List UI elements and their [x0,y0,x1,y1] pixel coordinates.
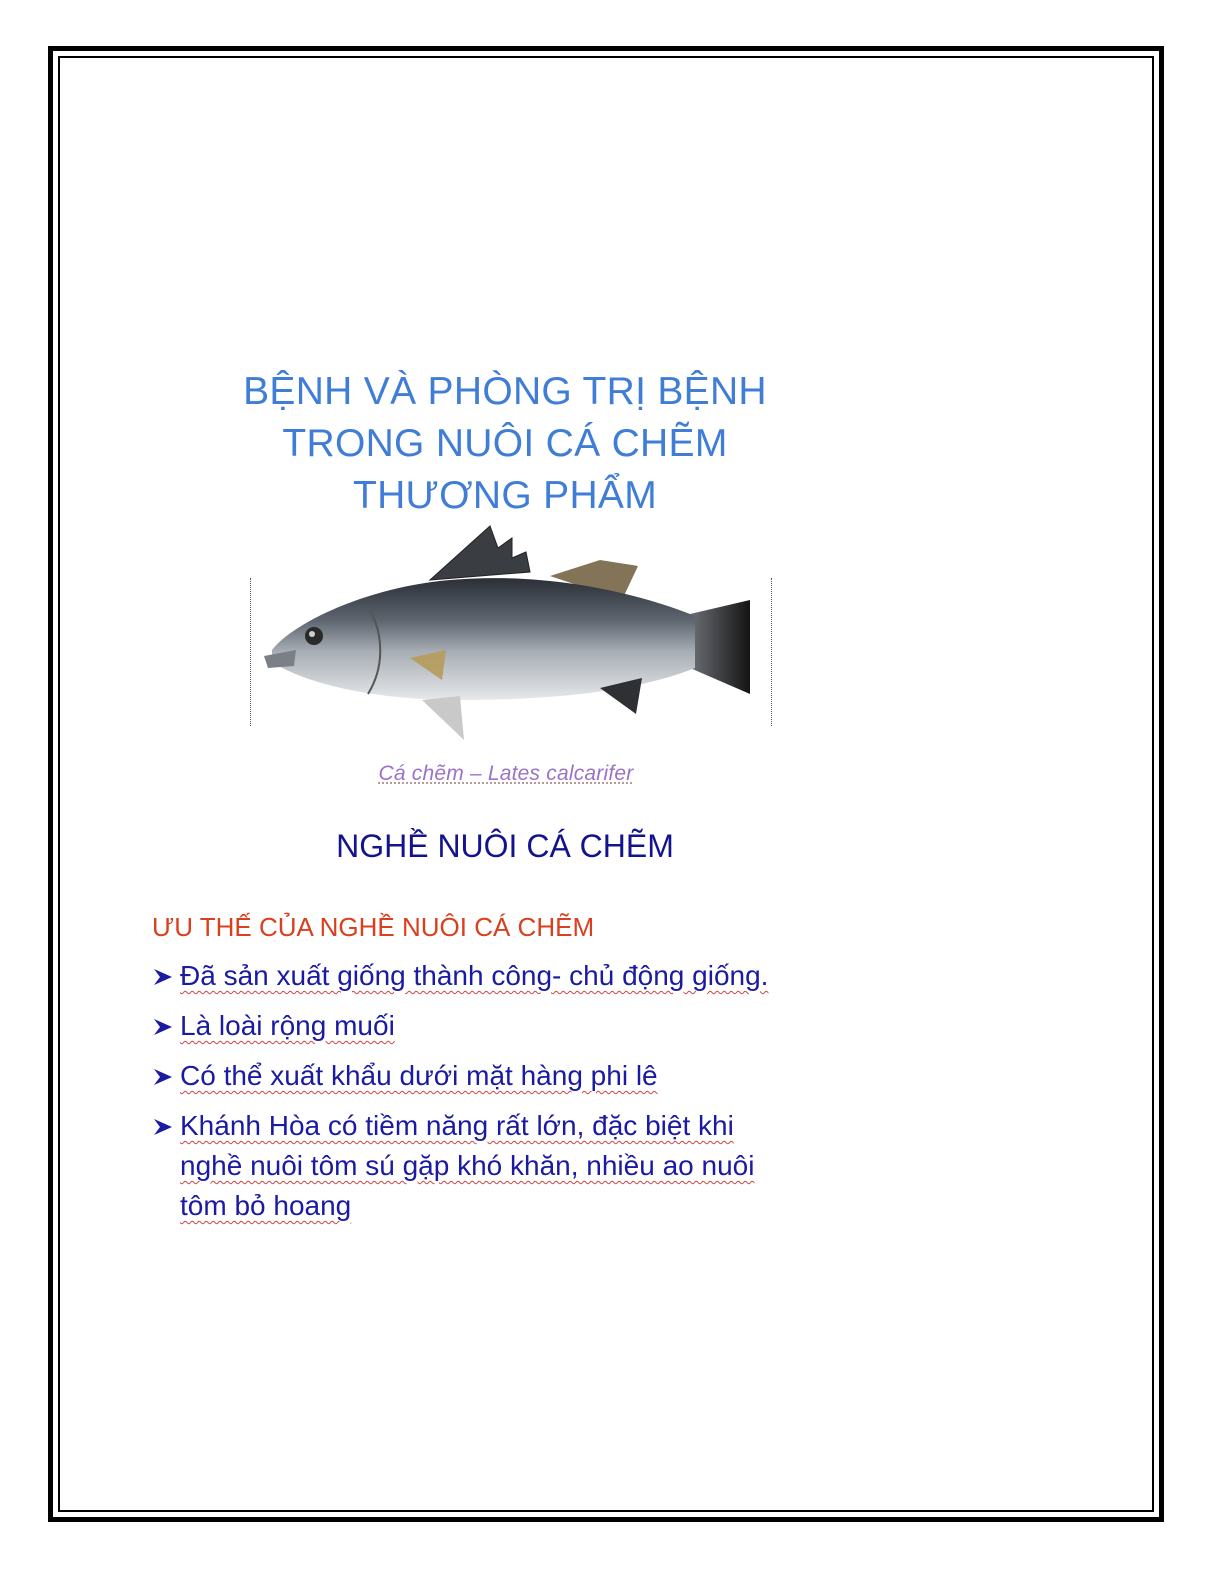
title-line-3: THƯƠNG PHẨM [352,474,658,517]
arrowhead-bullet-icon [152,1068,174,1086]
bullet-text: Có thể xuất khẩu dưới mặt hàng phi lê [180,1060,658,1091]
list-item [152,1006,802,1046]
bullet-text: Khánh Hòa có tiềm năng rất lớn, đặc biệt khi nghề nuôi tôm sú gặp khó khăn, nhiều ao nuôi tôm bỏ hoang [180,1110,755,1221]
seabass-fish-image [250,518,772,748]
arrowhead-bullet-icon [152,1018,174,1036]
arrowhead-bullet-icon [152,968,174,986]
advantages-list [152,956,802,1236]
figure-caption: Cá chẽm – Lates calcarifer [378,762,634,785]
section-title: NGHỀ NUÔI CÁ CHẼM [336,828,674,864]
document-title [180,366,830,522]
arrowhead-bullet-icon [152,1118,174,1136]
title-line-1: BỆNH VÀ PHÒNG TRỊ BỆNH [243,370,767,413]
title-line-2: TRONG NUÔI CÁ CHẼM [282,422,728,465]
list-item [152,1056,802,1096]
section-subtitle: ƯU THẾ CỦA NGHỀ NUÔI CÁ CHẼM [152,912,595,942]
bullet-text: Đã sản xuất giống thành công- chủ động giống. [180,960,769,991]
bullet-text: Là loài rộng muối [180,1010,395,1041]
list-item [152,956,802,996]
list-item [152,1106,802,1226]
